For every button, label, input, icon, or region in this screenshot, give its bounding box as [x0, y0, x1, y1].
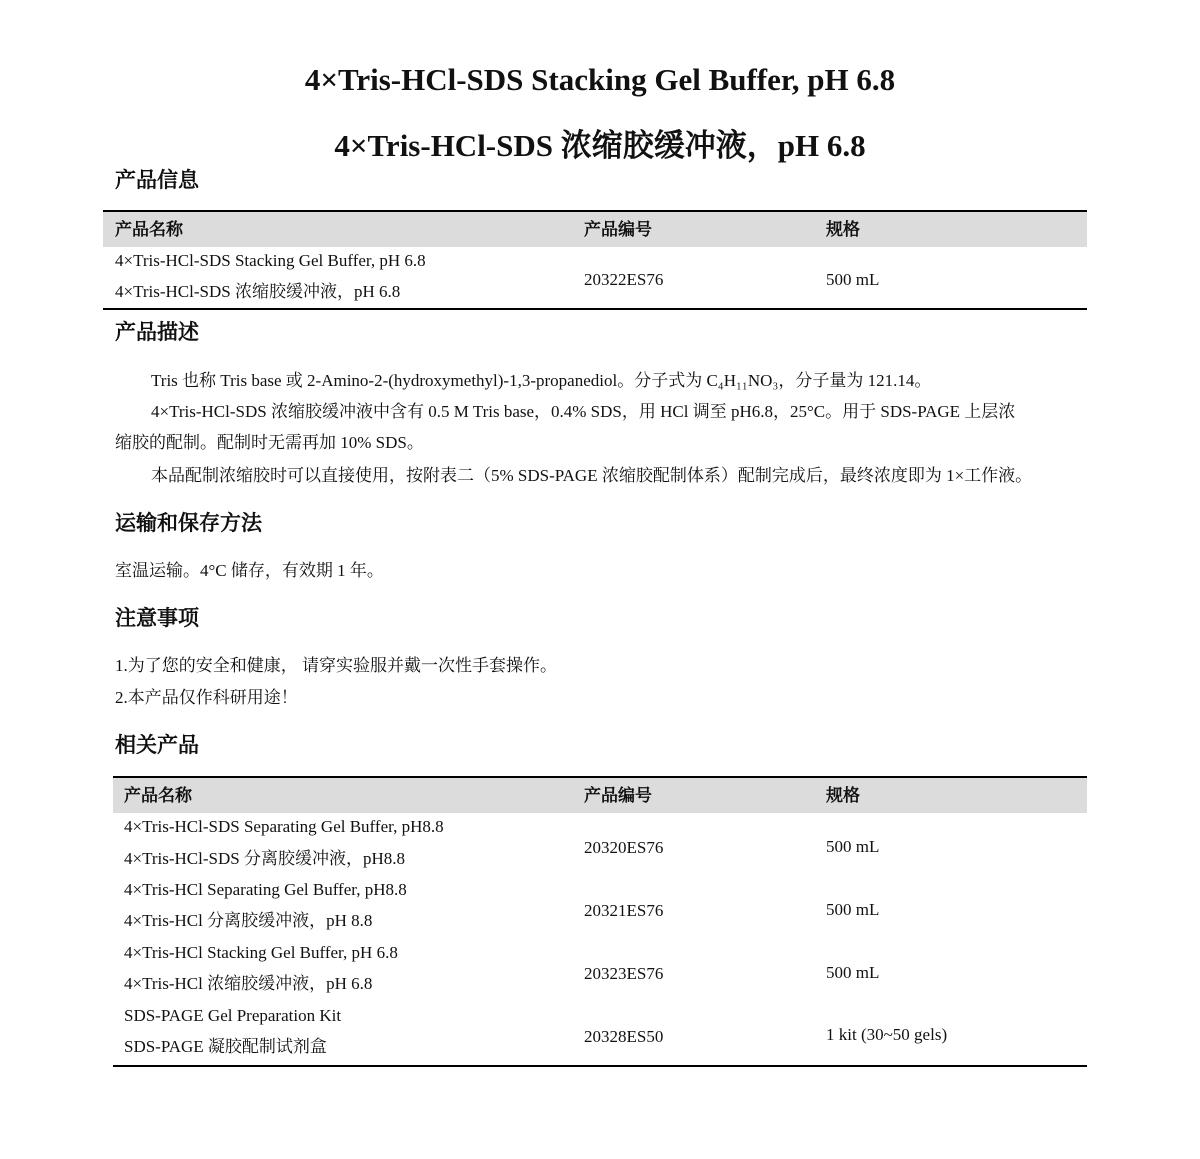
related-spec: 500 mL	[826, 963, 880, 982]
note-item-1: 1.为了您的安全和健康， 请穿实验服并戴一次性手套操作。	[115, 656, 557, 675]
note-item-2: 2.本产品仅作科研用途！	[115, 688, 298, 707]
section-heading-product-info: 产品信息	[115, 168, 199, 192]
description-paragraph-2-line-2: 缩胶的配制。配制时无需再加 10% SDS。	[115, 433, 424, 452]
section-heading-notes: 注意事项	[115, 606, 199, 630]
header-spec: 规格	[826, 220, 860, 239]
section-heading-description: 产品描述	[115, 320, 199, 344]
related-name-en: SDS-PAGE Gel Preparation Kit	[124, 1006, 342, 1025]
header-product-name: 产品名称	[124, 786, 192, 805]
header-spec: 规格	[826, 786, 860, 805]
storage-text: 室温运输。4°C 储存，有效期 1 年。	[115, 561, 384, 580]
section-heading-storage: 运输和保存方法	[115, 511, 262, 535]
related-code: 20320ES76	[584, 838, 664, 857]
description-paragraph-2-line-1: 4×Tris-HCl-SDS 浓缩胶缓冲液中含有 0.5 M Tris base，0.4% SDS，用 HCl 调至 pH6.8，25°C。用于 SDS-PAGE 上层浓	[151, 402, 1016, 421]
product-spec: 500 mL	[826, 270, 880, 289]
related-spec: 500 mL	[826, 900, 880, 919]
header-product-code: 产品编号	[584, 786, 652, 805]
related-name-zh: 4×Tris-HCl-SDS 分离胶缓冲液，pH8.8	[124, 849, 405, 868]
related-name-en: 4×Tris-HCl-SDS Separating Gel Buffer, pH8.8	[124, 817, 444, 836]
section-heading-related: 相关产品	[115, 733, 199, 757]
table-bottom-rule	[103, 308, 1087, 310]
related-code: 20321ES76	[584, 901, 664, 920]
related-name-en: 4×Tris-HCl Separating Gel Buffer, pH8.8	[124, 880, 407, 899]
related-spec: 500 mL	[826, 837, 880, 856]
product-name-en: 4×Tris-HCl-SDS Stacking Gel Buffer, pH 6.8	[115, 251, 426, 270]
header-product-name: 产品名称	[115, 220, 183, 239]
related-code: 20328ES50	[584, 1027, 664, 1046]
related-name-zh: SDS-PAGE 凝胶配制试剂盒	[124, 1037, 327, 1056]
description-paragraph-3: 本品配制浓缩胶时可以直接使用，按附表二（5% SDS-PAGE 浓缩胶配制体系）配制完成后，最终浓度即为 1×工作液。	[151, 466, 1033, 485]
related-name-en: 4×Tris-HCl Stacking Gel Buffer, pH 6.8	[124, 943, 398, 962]
related-code: 20323ES76	[584, 964, 664, 983]
product-code: 20322ES76	[584, 270, 664, 289]
related-name-zh: 4×Tris-HCl 分离胶缓冲液，pH 8.8	[124, 911, 373, 930]
related-name-zh: 4×Tris-HCl 浓缩胶缓冲液，pH 6.8	[124, 974, 373, 993]
page-title-en: 4×Tris-HCl-SDS Stacking Gel Buffer, pH 6.8	[304, 62, 896, 97]
product-name-zh: 4×Tris-HCl-SDS 浓缩胶缓冲液，pH 6.8	[115, 282, 401, 301]
header-product-code: 产品编号	[584, 220, 652, 239]
table-bottom-rule	[113, 1065, 1087, 1067]
related-spec: 1 kit (30~50 gels)	[826, 1025, 948, 1044]
page-title-zh: 4×Tris-HCl-SDS 浓缩胶缓冲液，pH 6.8	[334, 128, 866, 163]
description-paragraph-1: Tris 也称 Tris base 或 2-Amino-2-(hydroxymethyl)-1,3-propanediol。分子式为 C₄H₁₁NO₃，分子量为 121.14。	[151, 371, 932, 390]
